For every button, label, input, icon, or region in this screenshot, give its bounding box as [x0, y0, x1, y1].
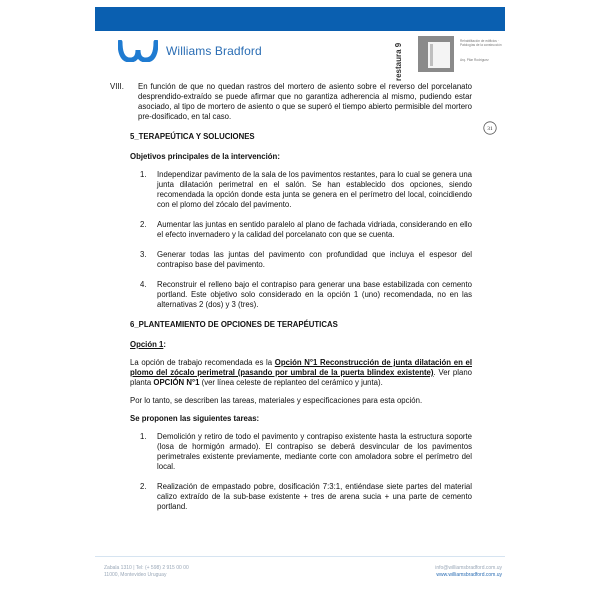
page-stamp-icon — [483, 121, 497, 135]
list-item: 3. Generar todas las juntas del pavimento con profundidad que incluya el espesor del contrapiso base del pavimento. — [140, 250, 472, 269]
objectives-list — [130, 170, 472, 310]
option1-paragraph: La opción de trabajo recomendada es la Opción N°1 Reconstrucción de junta dilatación en el plomo del zócalo perimetral (pasando por umbral de la puerta blindex existente). Ver plano planta OPCIÓN N°1 (ver línea celeste de replanteo del cerámico y junta). — [130, 358, 472, 387]
footer-divider — [95, 556, 505, 557]
restaura-logo-icon — [418, 36, 454, 72]
section6-title: 6_PLANTEAMIENTO DE OPCIONES DE TERAPÉUTICAS — [130, 320, 338, 329]
header-mini-text: Rehabilitación de edificios · Patologías de la construcción — [460, 39, 502, 47]
tasks-list — [130, 432, 472, 512]
header-mini-author: Arq. Pilar Rodríguez — [460, 58, 489, 62]
list-item: 2. Aumentar las juntas en sentido paralelo al plano de fachada vidriada, considerando en ello el efecto invernadero y la calidad del porcelanato con que se cuenta. — [140, 220, 472, 239]
footer-website[interactable]: www.williamsbradford.com.uy — [436, 572, 502, 578]
williams-bradford-logo-icon — [118, 40, 158, 62]
objectives-title: Objetivos principales de la intervención: — [130, 152, 280, 161]
item-viii-number: VIII. — [110, 82, 124, 91]
list-item: 1. Demolición y retiro de todo el pavimento y contrapiso existente hasta la estructura soporte (losa de hormigón armado). El contrapiso se deberá desvincular de los pavimentos perimetrales existente previamente, mediante corte con amoladora sobre el perímetro del local. — [140, 432, 472, 471]
section5-title: 5_TERAPEÚTICA Y SOLUCIONES — [130, 132, 255, 141]
footer-address: Zabala 1310 | Tel: (+ 598) 2 915 00 00 11000, Montevideo Uruguay — [104, 565, 189, 578]
list-item: 4. Reconstruir el relleno bajo el contrapiso para generar una base estabilizada con cemento portland. Este objetivo solo considerado en la opción 1 (uno) recomendada, no en las alternativas 2 (dos) y 3 (tres). — [140, 280, 472, 309]
document-body — [110, 82, 472, 512]
page-stamp-number: 31 — [487, 126, 493, 132]
header-color-bar — [95, 7, 505, 31]
tasks-intro: Por lo tanto, se describen las tareas, materiales y especificaciones para esta opción. — [130, 396, 423, 405]
item-viii-text: En función de que no quedan rastros del mortero de asiento sobre el reverso del porcelanato desprendido-extraído se puede afirmar que no garantiza adherencia al mismo, pudiendo estar asociado, al tipo de mortero de asiento o que se superó el tiempo abierto permisible del mortero pre-dosificado, en tal caso. — [138, 82, 472, 121]
item-viii — [110, 82, 472, 122]
option1-heading: Opción 1: — [130, 340, 166, 349]
list-item: 2. Realización de empastado pobre, dosificación 7:3:1, entiéndase siete partes del material calizo extraído de la sub-base existente + tres de arena sucia + una parte de cemento portland. — [140, 482, 472, 511]
restaura-label: restaura 9 — [394, 42, 403, 81]
footer-contact — [435, 565, 502, 579]
brand-name: Williams Bradford — [166, 44, 262, 58]
tasks-title: Se proponen las siguientes tareas: — [130, 414, 260, 423]
footer-email[interactable]: info@williamsbradford.com.uy — [435, 565, 502, 571]
list-item: 1. Independizar pavimento de la sala de los pavimentos restantes, para lo cual se genera una junta dilatación perimetral en el salón. Se han establecido dos opciones, siendo recomendada la opción donde esta junta se genera en el perímetro del local, coincidiendo con el plomo del zócalo del pavimento. — [140, 170, 472, 209]
